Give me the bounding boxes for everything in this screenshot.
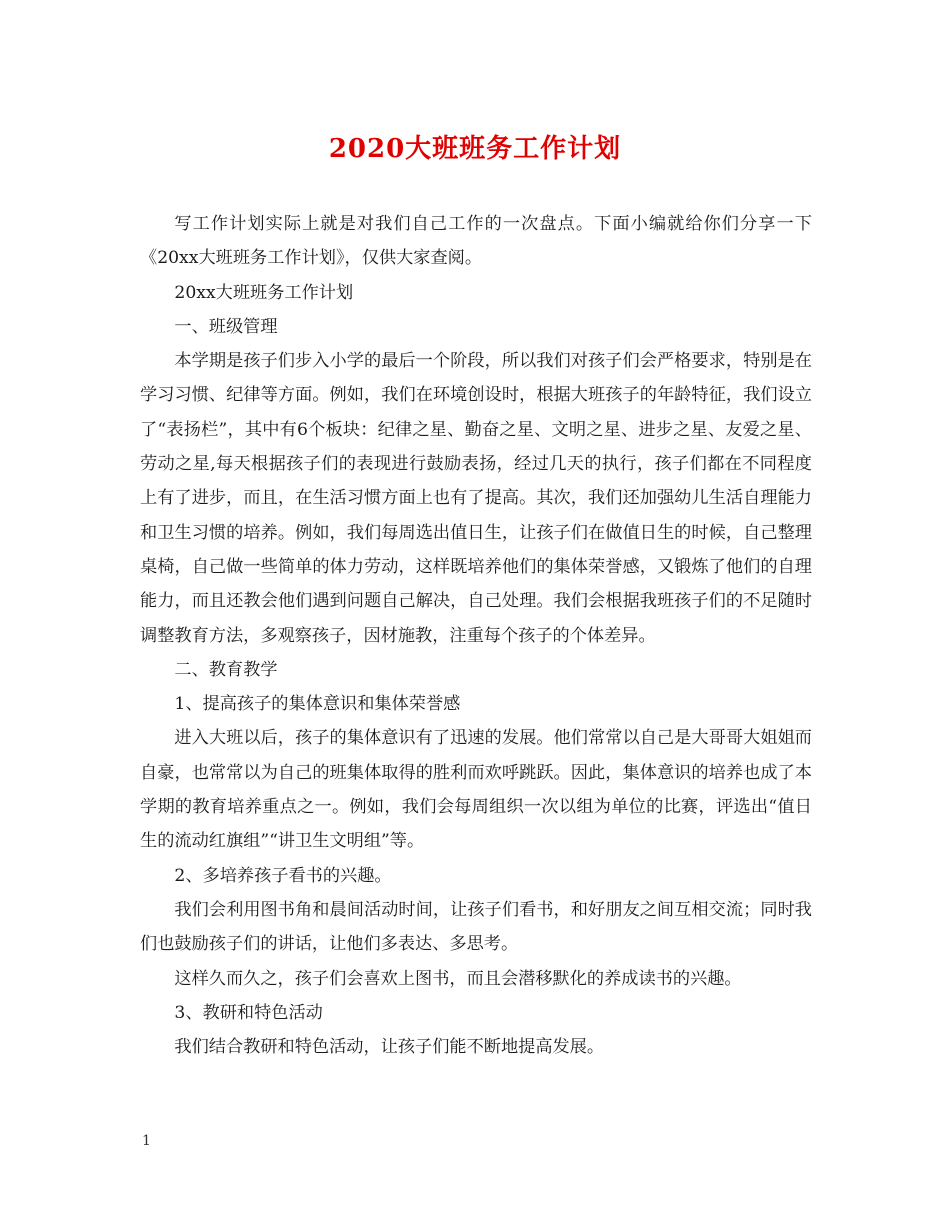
page-number: 1 bbox=[142, 1133, 151, 1149]
collective-awareness-paragraph: 进入大班以后，孩子的集体意识有了迅速的发展。他们常常以自己是大哥哥大姐姐而自豪，也常常以为自己的班集体取得的胜利而欢呼跳跃。因此，集体意识的培养也成了本学期的教育培养重点之一。例如，我们会每周组织一次以组为单位的比赛，评选出“值日生的流动红旗组”“讲卫生文明组”等。 bbox=[140, 728, 812, 852]
plan-subtitle: 20xx大班班务工作计划 bbox=[174, 282, 354, 303]
subheading-collective-awareness: 1、提高孩子的集体意识和集体荣誉感 bbox=[174, 694, 461, 715]
section-heading-class-management: 一、班级管理 bbox=[174, 316, 278, 337]
document-title: 2020大班班务工作计划 bbox=[328, 134, 622, 164]
document-body bbox=[140, 207, 812, 1064]
research-activities-paragraph: 我们结合教研和特色活动，让孩子们能不断地提高发展。 bbox=[174, 1037, 605, 1058]
reading-habit-paragraph: 这样久而久之，孩子们会喜欢上图书，而且会潜移默化的养成读书的兴趣。 bbox=[174, 968, 742, 989]
subheading-reading-interest: 2、多培养孩子看书的兴趣。 bbox=[174, 865, 392, 886]
reading-interest-paragraph: 我们会利用图书角和晨间活动时间，让孩子们看书，和好朋友之间互相交流；同时我们也鼓励孩子们的讲话，让他们多表达、多思考。 bbox=[140, 899, 812, 955]
subheading-research-activities: 3、教研和特色活动 bbox=[174, 1002, 323, 1023]
class-management-paragraph: 本学期是孩子们步入小学的最后一个阶段，所以我们对孩子们会严格要求，特别是在学习习惯、纪律等方面。例如，我们在环境创设时，根据大班孩子的年龄特征，我们设立了“表扬栏”，其中有6个板块：纪律之星、勤奋之星、文明之星、进步之星、友爱之星、劳动之星,每天根据孩子们的表现进行鼓励表扬，经过几天的执行，孩子们都在不同程度上有了进步，而且，在生活习惯方面上也有了提高。其次，我们还加强幼儿生活自理能力和卫生习惯的培养。例如，我们每周选出值日生，让孩子们在做值日生的时候，自己整理桌椅，自己做一些简单的体力劳动，这样既培养他们的集体荣誉感，又锻炼了他们的自理能力，而且还教会他们遇到问题自己解决，自己处理。我们会根据我班孩子们的不足随时调整教育方法，多观察孩子，因材施教，注重每个孩子的个体差异。 bbox=[140, 351, 812, 646]
section-heading-education: 二、教育教学 bbox=[174, 659, 278, 680]
intro-paragraph: 写工作计划实际上就是对我们自己工作的一次盘点。下面小编就给你们分享一下《20xx大班班务工作计划》，仅供大家查阅。 bbox=[140, 214, 812, 269]
